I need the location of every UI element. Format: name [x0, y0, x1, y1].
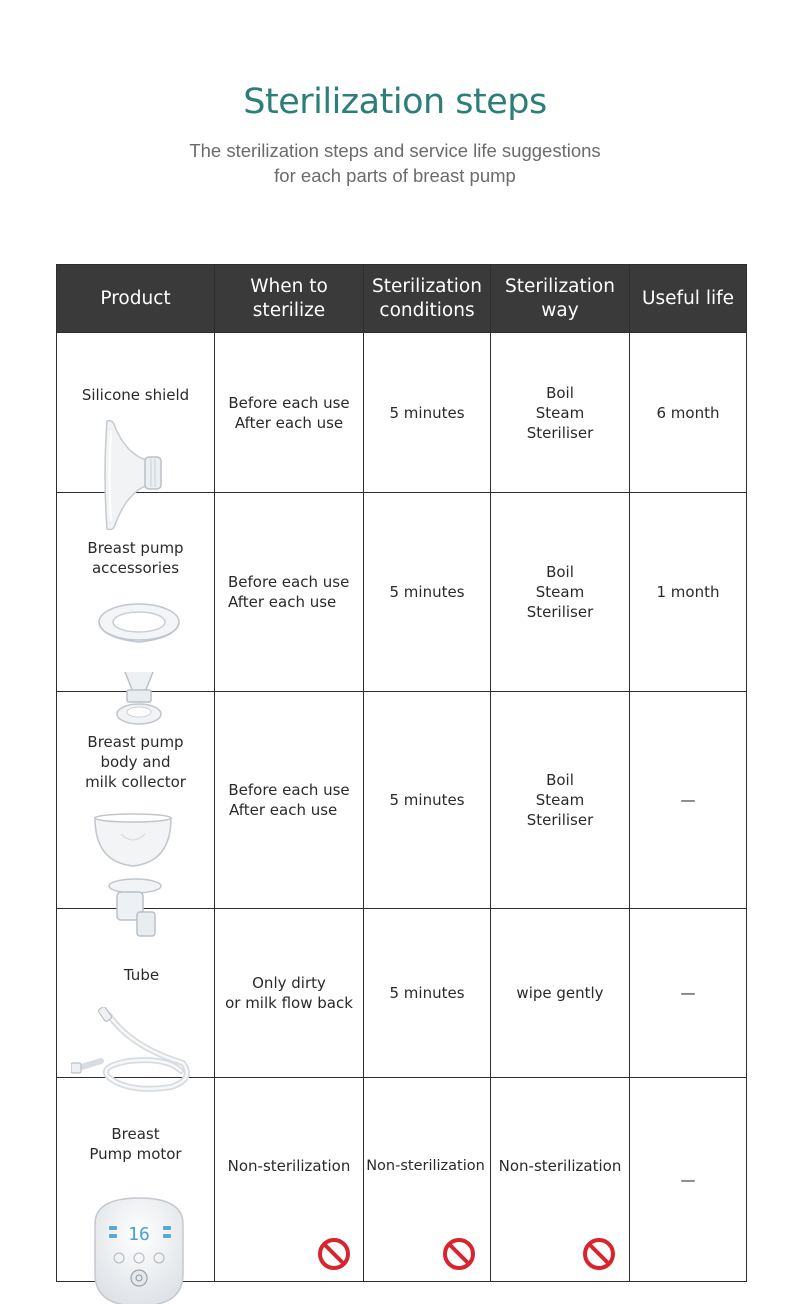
way-cell: Boil Steam Steriliser — [491, 692, 630, 909]
product-name: Breast Pump motor — [89, 1124, 182, 1163]
table-row — [57, 493, 747, 692]
when-cell: Before each use After each use — [215, 493, 364, 692]
table-row — [57, 909, 747, 1078]
life-cell: — — [630, 692, 747, 909]
product-name: Breast pump accessories — [87, 539, 184, 577]
conditions-cell: Non-sterilization — [364, 1078, 491, 1282]
page-subtitle — [0, 138, 790, 188]
table-row — [57, 1078, 747, 1282]
column-header-product: Product — [57, 265, 215, 333]
product-name: Breast pump body and milk collector — [85, 733, 186, 791]
way-cell: Boil Steam Steriliser — [491, 493, 630, 692]
life-cell: 1 month — [630, 493, 747, 692]
way-cell: Non-sterilization — [491, 1078, 630, 1282]
column-header-way: Sterilization way — [491, 265, 630, 333]
prohibited-icon — [317, 1237, 351, 1271]
column-header-life: Useful life — [630, 265, 747, 333]
product-cell — [57, 909, 215, 1078]
life-cell: — — [630, 1078, 747, 1282]
table-row — [57, 333, 747, 493]
table-row — [57, 692, 747, 909]
column-header-when: When to sterilize — [215, 265, 364, 333]
motor-display: 16 — [128, 1223, 150, 1245]
when-cell: Non-sterilization — [215, 1078, 364, 1282]
product-cell — [57, 692, 215, 909]
subtitle-line: for each parts of breast pump — [274, 165, 516, 186]
sterilization-table — [56, 264, 747, 1282]
prohibited-icon — [442, 1237, 476, 1271]
conditions-cell: 5 minutes — [364, 333, 491, 493]
when-cell: Only dirty or milk flow back — [215, 909, 364, 1078]
table-header-row — [57, 265, 747, 333]
life-cell: 6 month — [630, 333, 747, 493]
conditions-cell: 5 minutes — [364, 909, 491, 1078]
product-cell — [57, 493, 215, 692]
conditions-cell: 5 minutes — [364, 692, 491, 909]
when-cell: Before each use After each use — [215, 333, 364, 493]
subtitle-line: The sterilization steps and service life suggestions — [189, 140, 601, 161]
prohibited-icon — [582, 1237, 616, 1271]
column-header-conditions: Sterilization conditions — [364, 265, 491, 333]
product-name: Tube — [123, 966, 160, 984]
page-title: Sterilization steps — [243, 82, 547, 122]
when-cell: Before each use After each use — [215, 692, 364, 909]
way-cell: Boil Steam Steriliser — [491, 333, 630, 493]
conditions-cell: 5 minutes — [364, 493, 491, 692]
product-cell — [57, 333, 215, 493]
pump-motor-icon — [87, 1194, 191, 1304]
product-cell — [57, 1078, 215, 1282]
way-cell: wipe gently — [491, 909, 630, 1078]
product-name: Silicone shield — [81, 385, 190, 404]
life-cell: — — [630, 909, 747, 1078]
